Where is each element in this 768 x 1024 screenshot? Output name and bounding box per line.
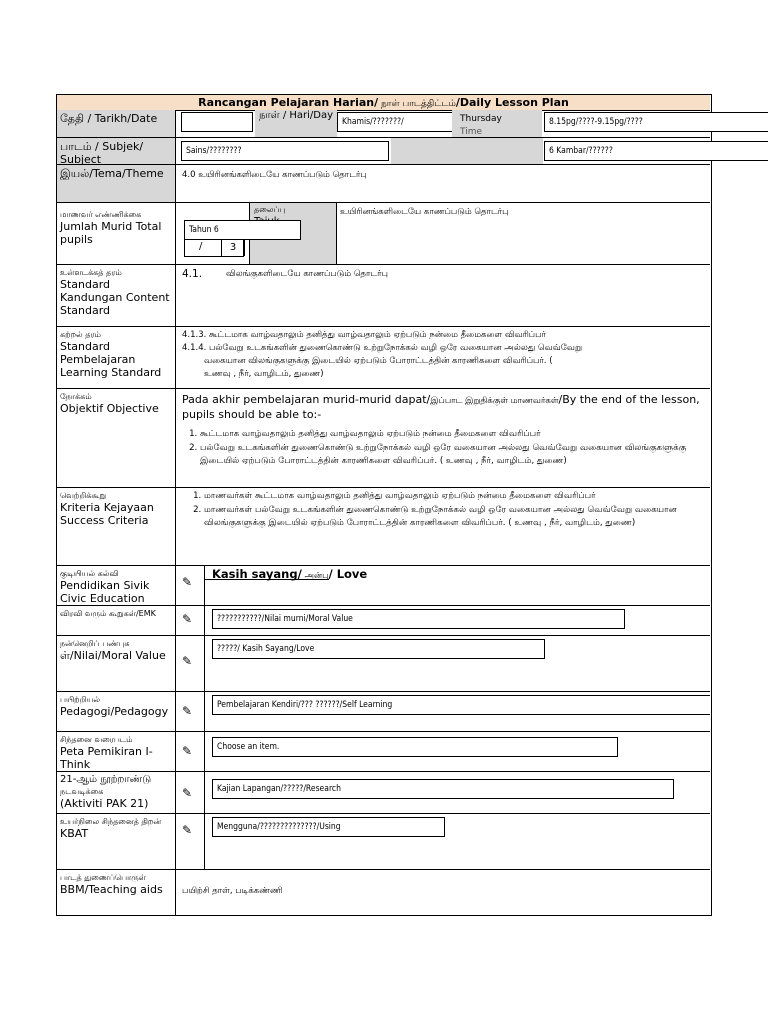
theme-label: இயல்/Tema/Theme [57, 165, 176, 202]
ithink-select[interactable]: Choose an item. [212, 737, 618, 757]
success-list [186, 490, 714, 531]
kbat-content [176, 814, 710, 869]
bbm-content [176, 870, 710, 915]
moral-field[interactable]: ?????/ Kasih Sayang/Love [212, 639, 545, 659]
content-standard-label: உள்ளடக்கத் தரம் Standard Kandungan Content Standard [57, 265, 176, 326]
year-field[interactable]: Tahun 6 [184, 220, 301, 240]
emk-field[interactable]: ???????????/Nilai murni/Moral Value [212, 609, 625, 629]
ithink-divider [204, 732, 205, 771]
row-pedagogy [57, 692, 710, 732]
count-separator: / [199, 241, 203, 252]
row-bbm [57, 870, 710, 915]
row-subject [57, 138, 710, 165]
day-label: நாள் / Hari/Day [255, 110, 337, 137]
pak21-checkbox[interactable]: ✎ [182, 786, 193, 800]
civic-content [176, 566, 710, 605]
objective-list [182, 428, 715, 469]
row-objective [57, 389, 710, 488]
subject-label: பாடம் / Subjek/ Subject [57, 138, 176, 164]
row-pupils [57, 203, 710, 265]
date-field[interactable] [181, 112, 253, 132]
title-ms: Rancangan Pelajaran Harian/ [198, 96, 379, 109]
pak21-label: 21-ஆம் நூற்றாண்டு நடவடிக்கை (Aktiviti PAK 21) [57, 772, 176, 813]
row-ithink [57, 732, 710, 772]
pak21-divider [204, 772, 205, 813]
time-label: Time [460, 127, 483, 137]
row-kbat [57, 814, 710, 870]
content-standard-value: விலங்குகளிடையே காணப்படும் தொடர்பு [226, 269, 388, 279]
theme-value: 4.0 உயிரினங்களிடையே காணப்படும் தொடர்பு [182, 170, 367, 180]
form-header [57, 95, 710, 111]
time-cell [452, 110, 542, 137]
lesson-plan-form [56, 94, 712, 916]
civic-value: Kasih sayang/ அன்பு/ Love [212, 567, 368, 581]
success-content [176, 488, 710, 565]
emk-checkbox[interactable]: ✎ [182, 612, 193, 626]
pupils-label: மாணவர் எண்ணிக்கை Jumlah Murid Total pupils [57, 203, 176, 264]
emk-divider [204, 606, 205, 635]
pedagogy-label: பயிற்றியல் Pedagogi/Pedagogy [57, 692, 176, 731]
moral-label: நன்னெறிப் பண்புக ள்/Nilai/Moral Value [57, 636, 176, 691]
topic-divider [336, 203, 337, 264]
moral-checkbox[interactable]: ✎ [182, 654, 193, 668]
count-total: 3 [221, 239, 245, 256]
learning-standard-item: 4.1.4. பல்வேறு உடகங்களின் துணைகொண்டு உற்றுநோக்கல் வழி ஒரே வகையான அல்லது வெவ்வேறு [182, 343, 583, 353]
pedagogy-field[interactable]: Pembelajaran Kendiri/??? ??????/Self Learning [212, 695, 710, 715]
learning-standard-item: 4.1.3. கூட்டமாக வாழ்வதாலும் தனித்து வாழ்வதாலும் ஏற்படும் நன்மை தீமைகளை விவரிப்பர் [182, 330, 546, 340]
topic-label-cell: தலைப்பு [249, 203, 337, 264]
success-item: 2. மாணவர்கள் பல்வேறு உடகங்களின் துணைகொண்டு உற்றுநோக்கல் வழி ஒரே வகையான அல்லது வெவ்வேறு வகையான விலங்குகளுக்கு இடையில் ஏற்படும் போராட்டத்தின் காரணிகளை விவரிப்பர். ( உணவு , நீர், வாழிடம், துணை) [204, 504, 714, 531]
learning-standard-label: கற்றல் தரம் Standard Pembelajaran Learning Standard [57, 327, 176, 388]
learning-standard-item: உணவு , நீர், வாழிடம், துணை) [204, 369, 324, 379]
pak21-field[interactable]: Kajian Lapangan/?????/Research [212, 779, 674, 799]
moral-divider [204, 636, 205, 691]
row-learning-standard [57, 327, 710, 389]
objective-intro: Pada akhir pembelajaran murid-murid dapat/இப்பாட இறுதிக்குள் மாணவர்கள்/By the end of the lesson, pupils should be able to:- [182, 393, 700, 421]
emk-content [176, 606, 710, 635]
success-label: வெற்றிக்கூறு Kriteria Kejayaan Success Criteria [57, 488, 176, 565]
bbm-value: பயிற்சி தாள், படிக்கண்ணி [182, 886, 283, 896]
ithink-label: சிந்தனை வரைபடம் Peta Pemikiran I-Think [57, 732, 176, 771]
objective-item: 2. பல்வேறு உடகங்களின் துணைகொண்டு உற்றுநோக்கல் வழி ஒரே வகையான அல்லது வெவ்வேறு வகையான விலங்குகளுக்கு இடையில் ஏற்படும் போராட்டத்தின் காரணிகளை விவரிப்பர். ( உணவு , நீர், வாழிடம், துணை) [200, 442, 715, 469]
row-theme [57, 165, 710, 203]
row-date [57, 110, 710, 138]
learning-standard-content [176, 327, 710, 388]
pedagogy-divider [204, 692, 205, 731]
bbm-label: பாடத் துணைப்பொருள் BBM/Teaching aids [57, 870, 176, 915]
class-field[interactable]: 6 Kambar/?????? [544, 141, 768, 161]
learning-standard-item: வகையான விலங்குகளுக்கு இடையில் ஏற்படும் போராட்டத்தின் காரணிகளை விவரிப்பர். ( [204, 356, 553, 366]
date-content [176, 110, 710, 137]
row-civic [57, 566, 710, 606]
ithink-content [176, 732, 710, 771]
kbat-field[interactable]: Mengguna/??????????????/Using [212, 817, 445, 837]
objective-label: நோக்கம் Objektif Objective [57, 389, 176, 487]
topic-value: உயிரினங்களிடையே காணப்படும் தொடர்பு [340, 207, 509, 217]
content-standard-code: 4.1. [182, 268, 203, 280]
row-moral [57, 636, 710, 692]
civic-label: குடியியல் கல்வி Pendidikan Sivik Civic Education [57, 566, 176, 605]
row-success-criteria [57, 488, 710, 566]
pupil-count [184, 240, 244, 257]
success-item: 1. மாணவர்கள் கூட்டமாக வாழ்வதாலும் தனித்து வாழ்வதாலும் ஏற்படும் நன்மை தீமைகளை விவரிப்பர் [204, 490, 714, 504]
objective-content [176, 389, 710, 487]
title-en: /Daily Lesson Plan [455, 96, 569, 109]
pupils-content [176, 203, 710, 264]
content-standard-content [176, 265, 710, 326]
row-content-standard [57, 265, 710, 327]
kbat-label: உயர்நிலை சிந்தனைத் திறன் KBAT [57, 814, 176, 869]
pedagogy-checkbox[interactable]: ✎ [182, 704, 193, 718]
time-field[interactable]: 8.15pg/????-9.15pg/???? [544, 112, 768, 132]
kbat-checkbox[interactable]: ✎ [182, 823, 193, 837]
moral-content [176, 636, 710, 691]
ithink-checkbox[interactable]: ✎ [182, 744, 193, 758]
class-label-cell [391, 138, 543, 164]
emk-label: விரவி வரும் கூறுகள்/EMK [57, 606, 176, 635]
row-emk [57, 606, 710, 636]
civic-underline [204, 579, 329, 580]
pak21-content [176, 772, 710, 813]
day-en: Thursday [460, 114, 502, 124]
title-ta: நாள் பாடத்திட்டம் [378, 99, 456, 109]
date-label: தேதி / Tarikh/Date [57, 110, 176, 137]
theme-content [176, 165, 710, 202]
civic-divider [204, 566, 205, 605]
pedagogy-content [176, 692, 710, 731]
day-field[interactable]: Khamis/???????/ [337, 112, 457, 132]
subject-field[interactable]: Sains/???????? [181, 141, 389, 161]
civic-checkbox[interactable]: ✎ [182, 575, 193, 589]
objective-item: 1. கூட்டமாக வாழ்வதாலும் தனித்து வாழ்வதாலும் ஏற்படும் நன்மை தீமைகளை விவரிப்பர் [200, 428, 715, 442]
subject-content [176, 138, 710, 164]
kbat-divider [204, 814, 205, 869]
row-pak21 [57, 772, 710, 814]
